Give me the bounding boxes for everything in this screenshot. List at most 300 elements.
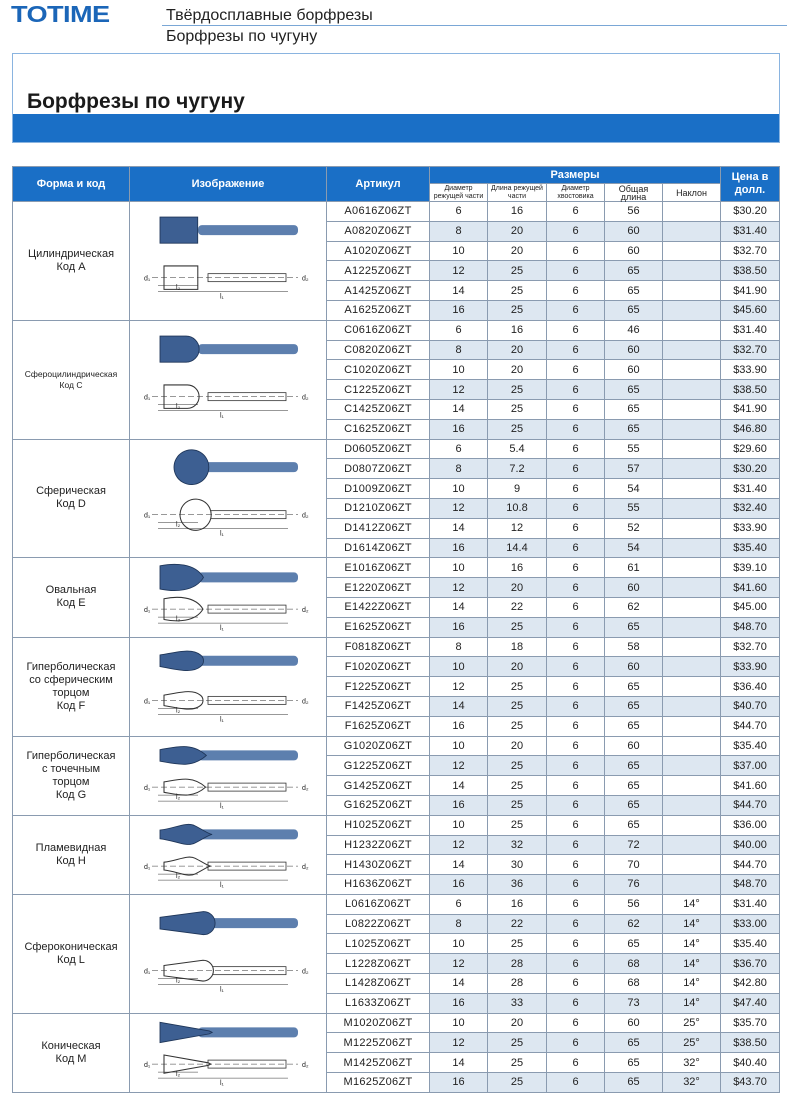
- cut-length-cell: 20: [488, 241, 547, 261]
- cut-diameter-cell: 16: [430, 538, 488, 558]
- cut-length-cell: 22: [488, 914, 547, 934]
- cut-length-cell: 25: [488, 716, 547, 736]
- price-cell: $33.90: [721, 657, 780, 677]
- angle-cell: 14°: [663, 993, 721, 1013]
- table-row: [13, 1013, 780, 1033]
- bur-tree-radius-icon: [138, 639, 318, 734]
- cut-diameter-cell: 12: [430, 578, 488, 598]
- article-cell: L1428Z06ZT: [327, 974, 430, 994]
- angle-cell: 14°: [663, 894, 721, 914]
- total-length-cell: 46: [605, 320, 663, 340]
- dim-l2-label: l₂: [176, 284, 181, 292]
- article-cell: G1625Z06ZT: [327, 795, 430, 815]
- total-length-cell: 62: [605, 914, 663, 934]
- shank-diameter-cell: 6: [547, 875, 605, 895]
- price-table: [12, 166, 780, 1093]
- tool-image-cell: [130, 1013, 327, 1092]
- cut-length-cell: 25: [488, 776, 547, 796]
- tool-image-cell: [130, 558, 327, 637]
- angle-cell: [663, 875, 721, 895]
- total-length-cell: 65: [605, 815, 663, 835]
- total-length-cell: 72: [605, 835, 663, 855]
- total-length-cell: 54: [605, 538, 663, 558]
- table-row: [13, 894, 780, 914]
- dim-l2-label: l₂: [176, 794, 181, 802]
- shank-diameter-cell: 6: [547, 399, 605, 419]
- dim-l1-label: l₁: [220, 412, 224, 420]
- price-cell: $41.90: [721, 281, 780, 301]
- page-title: Борфрезы по чугуну: [27, 90, 245, 113]
- angle-cell: [663, 439, 721, 459]
- dim-d2-label: d₂: [302, 1062, 309, 1070]
- shank-diameter-cell: 6: [547, 617, 605, 637]
- angle-cell: 32°: [663, 1053, 721, 1073]
- dim-d2-label: d₂: [302, 607, 309, 615]
- total-length-cell: 54: [605, 479, 663, 499]
- cut-length-cell: 25: [488, 380, 547, 400]
- total-length-cell: 56: [605, 894, 663, 914]
- header-divider: [162, 25, 787, 26]
- article-cell: C1225Z06ZT: [327, 380, 430, 400]
- cut-length-cell: 22: [488, 597, 547, 617]
- cut-diameter-cell: 14: [430, 1053, 488, 1073]
- article-cell: D0605Z06ZT: [327, 439, 430, 459]
- total-length-cell: 65: [605, 716, 663, 736]
- angle-cell: [663, 221, 721, 241]
- price-cell: $33.00: [721, 914, 780, 934]
- shank-diameter-cell: 6: [547, 637, 605, 657]
- price-cell: $35.70: [721, 1013, 780, 1033]
- cut-length-cell: 16: [488, 202, 547, 222]
- table-row: [13, 815, 780, 835]
- shank-diameter-cell: 6: [547, 241, 605, 261]
- price-cell: $41.60: [721, 578, 780, 598]
- price-cell: $48.70: [721, 875, 780, 895]
- article-cell: G1225Z06ZT: [327, 756, 430, 776]
- total-length-cell: 52: [605, 518, 663, 538]
- shank-diameter-cell: 6: [547, 538, 605, 558]
- dim-d1-label: d₁: [144, 698, 151, 706]
- tool-image-cell: [130, 439, 327, 558]
- article-cell: E1220Z06ZT: [327, 578, 430, 598]
- total-length-cell: 65: [605, 1033, 663, 1053]
- shank-diameter-cell: 6: [547, 954, 605, 974]
- cut-diameter-cell: 8: [430, 221, 488, 241]
- cut-length-cell: 25: [488, 399, 547, 419]
- article-cell: A0820Z06ZT: [327, 221, 430, 241]
- cut-length-cell: 25: [488, 1073, 547, 1093]
- shank-diameter-cell: 6: [547, 835, 605, 855]
- angle-cell: [663, 637, 721, 657]
- angle-cell: [663, 776, 721, 796]
- article-cell: D1412Z06ZT: [327, 518, 430, 538]
- shank-diameter-cell: 6: [547, 261, 605, 281]
- cut-diameter-cell: 10: [430, 934, 488, 954]
- subcol-total-length: Общая длина: [605, 184, 663, 202]
- price-cell: $38.50: [721, 1033, 780, 1053]
- angle-cell: [663, 241, 721, 261]
- cut-length-cell: 20: [488, 657, 547, 677]
- angle-cell: [663, 696, 721, 716]
- shank-diameter-cell: 6: [547, 894, 605, 914]
- total-length-cell: 65: [605, 300, 663, 320]
- price-cell: $33.90: [721, 360, 780, 380]
- shank-diameter-cell: 6: [547, 657, 605, 677]
- cut-diameter-cell: 16: [430, 419, 488, 439]
- article-cell: C1020Z06ZT: [327, 360, 430, 380]
- article-cell: G1425Z06ZT: [327, 776, 430, 796]
- shape-name-cell: [13, 1013, 130, 1092]
- price-cell: $30.20: [721, 459, 780, 479]
- price-cell: $40.70: [721, 696, 780, 716]
- angle-cell: [663, 360, 721, 380]
- angle-cell: [663, 815, 721, 835]
- cut-diameter-cell: 8: [430, 340, 488, 360]
- cut-diameter-cell: 14: [430, 696, 488, 716]
- header-row: [13, 167, 780, 184]
- shank-diameter-cell: 6: [547, 360, 605, 380]
- cut-length-cell: 25: [488, 281, 547, 301]
- dim-l1-label: l₁: [220, 882, 224, 890]
- cut-diameter-cell: 14: [430, 518, 488, 538]
- shank-diameter-cell: 6: [547, 419, 605, 439]
- shape-name: Сфероцилиндрическая Код C: [24, 368, 118, 390]
- cut-diameter-cell: 12: [430, 380, 488, 400]
- article-cell: L0616Z06ZT: [327, 894, 430, 914]
- price-cell: $43.70: [721, 1073, 780, 1093]
- price-cell: $45.00: [721, 597, 780, 617]
- subcol-cut-length: Длина режущей части: [488, 184, 547, 202]
- total-length-cell: 65: [605, 776, 663, 796]
- shank-diameter-cell: 6: [547, 340, 605, 360]
- dim-l1-label: l₁: [220, 531, 224, 539]
- shape-name-cell: [13, 202, 130, 321]
- price-cell: $46.80: [721, 419, 780, 439]
- cut-diameter-cell: 6: [430, 202, 488, 222]
- dim-d1-label: d₁: [144, 968, 151, 976]
- angle-cell: [663, 756, 721, 776]
- total-length-cell: 57: [605, 459, 663, 479]
- article-cell: L1025Z06ZT: [327, 934, 430, 954]
- cut-length-cell: 25: [488, 419, 547, 439]
- price-cell: $39.10: [721, 558, 780, 578]
- total-length-cell: 70: [605, 855, 663, 875]
- angle-cell: [663, 538, 721, 558]
- cut-diameter-cell: 10: [430, 241, 488, 261]
- angle-cell: [663, 677, 721, 697]
- col-article: Артикул: [327, 167, 430, 202]
- article-cell: D0807Z06ZT: [327, 459, 430, 479]
- cut-diameter-cell: 16: [430, 300, 488, 320]
- angle-cell: 14°: [663, 954, 721, 974]
- shank-diameter-cell: 6: [547, 993, 605, 1013]
- cut-length-cell: 25: [488, 1033, 547, 1053]
- shape-name-cell: [13, 815, 130, 894]
- cut-diameter-cell: 8: [430, 459, 488, 479]
- table-row: [13, 736, 780, 756]
- price-cell: $44.70: [721, 795, 780, 815]
- cut-diameter-cell: 14: [430, 281, 488, 301]
- bur-cylinder-ball-icon: [138, 323, 318, 437]
- price-cell: $32.40: [721, 498, 780, 518]
- cut-length-cell: 28: [488, 954, 547, 974]
- cut-length-cell: 25: [488, 696, 547, 716]
- shape-name: Овальная Код E: [45, 584, 97, 610]
- total-length-cell: 65: [605, 281, 663, 301]
- total-length-cell: 68: [605, 974, 663, 994]
- angle-cell: 14°: [663, 974, 721, 994]
- price-cell: $44.70: [721, 716, 780, 736]
- total-length-cell: 65: [605, 934, 663, 954]
- angle-cell: [663, 281, 721, 301]
- article-cell: C0820Z06ZT: [327, 340, 430, 360]
- shape-name: Гиперболическая со сферическим торцом Код F: [26, 660, 116, 712]
- angle-cell: [663, 835, 721, 855]
- cut-diameter-cell: 16: [430, 795, 488, 815]
- shank-diameter-cell: 6: [547, 1073, 605, 1093]
- cut-diameter-cell: 10: [430, 479, 488, 499]
- cut-diameter-cell: 10: [430, 360, 488, 380]
- shank-diameter-cell: 6: [547, 914, 605, 934]
- subcol-cut-diameter: Диаметр режущей части: [430, 184, 488, 202]
- cut-length-cell: 20: [488, 736, 547, 756]
- bur-ball-icon: [138, 441, 318, 555]
- total-length-cell: 60: [605, 657, 663, 677]
- cut-length-cell: 30: [488, 855, 547, 875]
- price-cell: $37.00: [721, 756, 780, 776]
- angle-cell: [663, 597, 721, 617]
- article-cell: D1614Z06ZT: [327, 538, 430, 558]
- total-length-cell: 65: [605, 399, 663, 419]
- shank-diameter-cell: 6: [547, 281, 605, 301]
- total-length-cell: 65: [605, 1053, 663, 1073]
- article-cell: A0616Z06ZT: [327, 202, 430, 222]
- cut-length-cell: 18: [488, 637, 547, 657]
- article-cell: H1025Z06ZT: [327, 815, 430, 835]
- price-cell: $32.70: [721, 637, 780, 657]
- cut-length-cell: 20: [488, 360, 547, 380]
- cut-length-cell: 20: [488, 1013, 547, 1033]
- shank-diameter-cell: 6: [547, 479, 605, 499]
- angle-cell: [663, 320, 721, 340]
- dim-d1-label: d₁: [144, 394, 151, 402]
- angle-cell: [663, 202, 721, 222]
- shape-name-cell: [13, 637, 130, 736]
- price-cell: $31.40: [721, 479, 780, 499]
- tool-image-cell: [130, 637, 327, 736]
- cut-diameter-cell: 14: [430, 855, 488, 875]
- dim-l1-label: l₁: [220, 293, 224, 301]
- article-cell: F1020Z06ZT: [327, 657, 430, 677]
- bur-oval-icon: [138, 560, 318, 635]
- total-length-cell: 76: [605, 875, 663, 895]
- total-length-cell: 65: [605, 677, 663, 697]
- article-cell: C1425Z06ZT: [327, 399, 430, 419]
- article-cell: A1225Z06ZT: [327, 261, 430, 281]
- dim-d1-label: d₁: [144, 785, 151, 793]
- angle-cell: [663, 479, 721, 499]
- angle-cell: 32°: [663, 1073, 721, 1093]
- article-cell: L1228Z06ZT: [327, 954, 430, 974]
- total-length-cell: 55: [605, 439, 663, 459]
- article-cell: D1009Z06ZT: [327, 479, 430, 499]
- dim-d2-label: d₂: [302, 394, 309, 402]
- total-length-cell: 56: [605, 202, 663, 222]
- dim-l1-label: l₁: [220, 625, 224, 633]
- dim-l1-label: l₁: [220, 1080, 224, 1088]
- shank-diameter-cell: 6: [547, 795, 605, 815]
- article-cell: D1210Z06ZT: [327, 498, 430, 518]
- angle-cell: [663, 459, 721, 479]
- shank-diameter-cell: 6: [547, 696, 605, 716]
- col-form: Форма и код: [13, 167, 130, 202]
- angle-cell: [663, 261, 721, 281]
- price-cell: $36.70: [721, 954, 780, 974]
- shank-diameter-cell: 6: [547, 1013, 605, 1033]
- price-cell: $45.60: [721, 300, 780, 320]
- shape-name-cell: [13, 320, 130, 439]
- total-length-cell: 60: [605, 340, 663, 360]
- subcol-angle: Наклон: [663, 184, 721, 202]
- cut-diameter-cell: 16: [430, 875, 488, 895]
- price-cell: $35.40: [721, 736, 780, 756]
- price-cell: $32.70: [721, 241, 780, 261]
- dim-d2-label: d₂: [302, 513, 309, 521]
- total-length-cell: 65: [605, 380, 663, 400]
- shape-name-cell: [13, 558, 130, 637]
- price-cell: $48.70: [721, 617, 780, 637]
- dim-l2-label: l₂: [176, 616, 181, 624]
- col-image: Изображение: [130, 167, 327, 202]
- cut-length-cell: 25: [488, 934, 547, 954]
- article-cell: H1232Z06ZT: [327, 835, 430, 855]
- shank-diameter-cell: 6: [547, 380, 605, 400]
- table-row: [13, 439, 780, 459]
- shank-diameter-cell: 6: [547, 815, 605, 835]
- total-length-cell: 60: [605, 1013, 663, 1033]
- shape-name-cell: [13, 894, 130, 1013]
- article-cell: M1425Z06ZT: [327, 1053, 430, 1073]
- cut-length-cell: 16: [488, 320, 547, 340]
- shank-diameter-cell: 6: [547, 320, 605, 340]
- dim-l2-label: l₂: [176, 977, 181, 985]
- cut-diameter-cell: 12: [430, 677, 488, 697]
- bur-tree-point-icon: [138, 738, 318, 813]
- dim-d2-label: d₂: [302, 864, 309, 872]
- price-cell: $36.40: [721, 677, 780, 697]
- cut-diameter-cell: 10: [430, 657, 488, 677]
- article-cell: F1225Z06ZT: [327, 677, 430, 697]
- shank-diameter-cell: 6: [547, 716, 605, 736]
- total-length-cell: 55: [605, 498, 663, 518]
- price-cell: $41.90: [721, 399, 780, 419]
- price-cell: $32.70: [721, 340, 780, 360]
- total-length-cell: 65: [605, 617, 663, 637]
- shank-diameter-cell: 6: [547, 578, 605, 598]
- article-cell: G1020Z06ZT: [327, 736, 430, 756]
- dim-l2-label: l₂: [176, 1071, 181, 1079]
- angle-cell: [663, 855, 721, 875]
- shank-diameter-cell: 6: [547, 756, 605, 776]
- cut-length-cell: 10.8: [488, 498, 547, 518]
- cut-length-cell: 25: [488, 756, 547, 776]
- total-length-cell: 60: [605, 360, 663, 380]
- cut-diameter-cell: 12: [430, 498, 488, 518]
- shank-diameter-cell: 6: [547, 221, 605, 241]
- price-cell: $44.70: [721, 855, 780, 875]
- shank-diameter-cell: 6: [547, 1053, 605, 1073]
- angle-cell: [663, 716, 721, 736]
- cut-diameter-cell: 14: [430, 974, 488, 994]
- dim-d2-label: d₂: [302, 968, 309, 976]
- shank-diameter-cell: 6: [547, 974, 605, 994]
- price-cell: $31.40: [721, 320, 780, 340]
- article-cell: E1422Z06ZT: [327, 597, 430, 617]
- angle-cell: [663, 340, 721, 360]
- cut-diameter-cell: 16: [430, 993, 488, 1013]
- angle-cell: [663, 657, 721, 677]
- cut-length-cell: 20: [488, 578, 547, 598]
- dim-d2-label: d₂: [302, 698, 309, 706]
- shape-name: Гиперболическая с точечным торцом Код G: [26, 749, 116, 801]
- price-cell: $35.40: [721, 934, 780, 954]
- angle-cell: [663, 736, 721, 756]
- cut-length-cell: 25: [488, 261, 547, 281]
- cut-length-cell: 20: [488, 340, 547, 360]
- article-cell: M1020Z06ZT: [327, 1013, 430, 1033]
- cut-length-cell: 14.4: [488, 538, 547, 558]
- cut-diameter-cell: 12: [430, 1033, 488, 1053]
- shape-name: Цилиндрическая Код A: [27, 247, 115, 273]
- cut-diameter-cell: 14: [430, 597, 488, 617]
- angle-cell: [663, 578, 721, 598]
- bur-cylinder-icon: [138, 204, 318, 318]
- dim-d1-label: d₁: [144, 864, 151, 872]
- angle-cell: [663, 617, 721, 637]
- price-cell: $36.00: [721, 815, 780, 835]
- dim-d1-label: d₁: [144, 607, 151, 615]
- cut-length-cell: 5.4: [488, 439, 547, 459]
- dim-d2-label: d₂: [302, 785, 309, 793]
- angle-cell: [663, 795, 721, 815]
- cut-length-cell: 16: [488, 894, 547, 914]
- cut-diameter-cell: 10: [430, 736, 488, 756]
- price-cell: $30.20: [721, 202, 780, 222]
- header-subcategory: Борфрезы по чугуну: [166, 28, 318, 45]
- shank-diameter-cell: 6: [547, 677, 605, 697]
- dim-l2-label: l₂: [176, 707, 181, 715]
- dim-d1-label: d₁: [144, 1062, 151, 1070]
- cut-length-cell: 25: [488, 300, 547, 320]
- cut-length-cell: 12: [488, 518, 547, 538]
- shape-name-cell: [13, 439, 130, 558]
- article-cell: E1625Z06ZT: [327, 617, 430, 637]
- total-length-cell: 65: [605, 756, 663, 776]
- cut-length-cell: 33: [488, 993, 547, 1013]
- shape-name-cell: [13, 736, 130, 815]
- angle-cell: 25°: [663, 1033, 721, 1053]
- total-length-cell: 65: [605, 696, 663, 716]
- header-category: Твёрдосплавные борфрезы: [166, 7, 373, 24]
- article-cell: E1016Z06ZT: [327, 558, 430, 578]
- cut-diameter-cell: 14: [430, 399, 488, 419]
- total-length-cell: 65: [605, 795, 663, 815]
- article-cell: H1636Z06ZT: [327, 875, 430, 895]
- article-cell: M1225Z06ZT: [327, 1033, 430, 1053]
- cut-diameter-cell: 12: [430, 835, 488, 855]
- article-cell: F0818Z06ZT: [327, 637, 430, 657]
- angle-cell: [663, 399, 721, 419]
